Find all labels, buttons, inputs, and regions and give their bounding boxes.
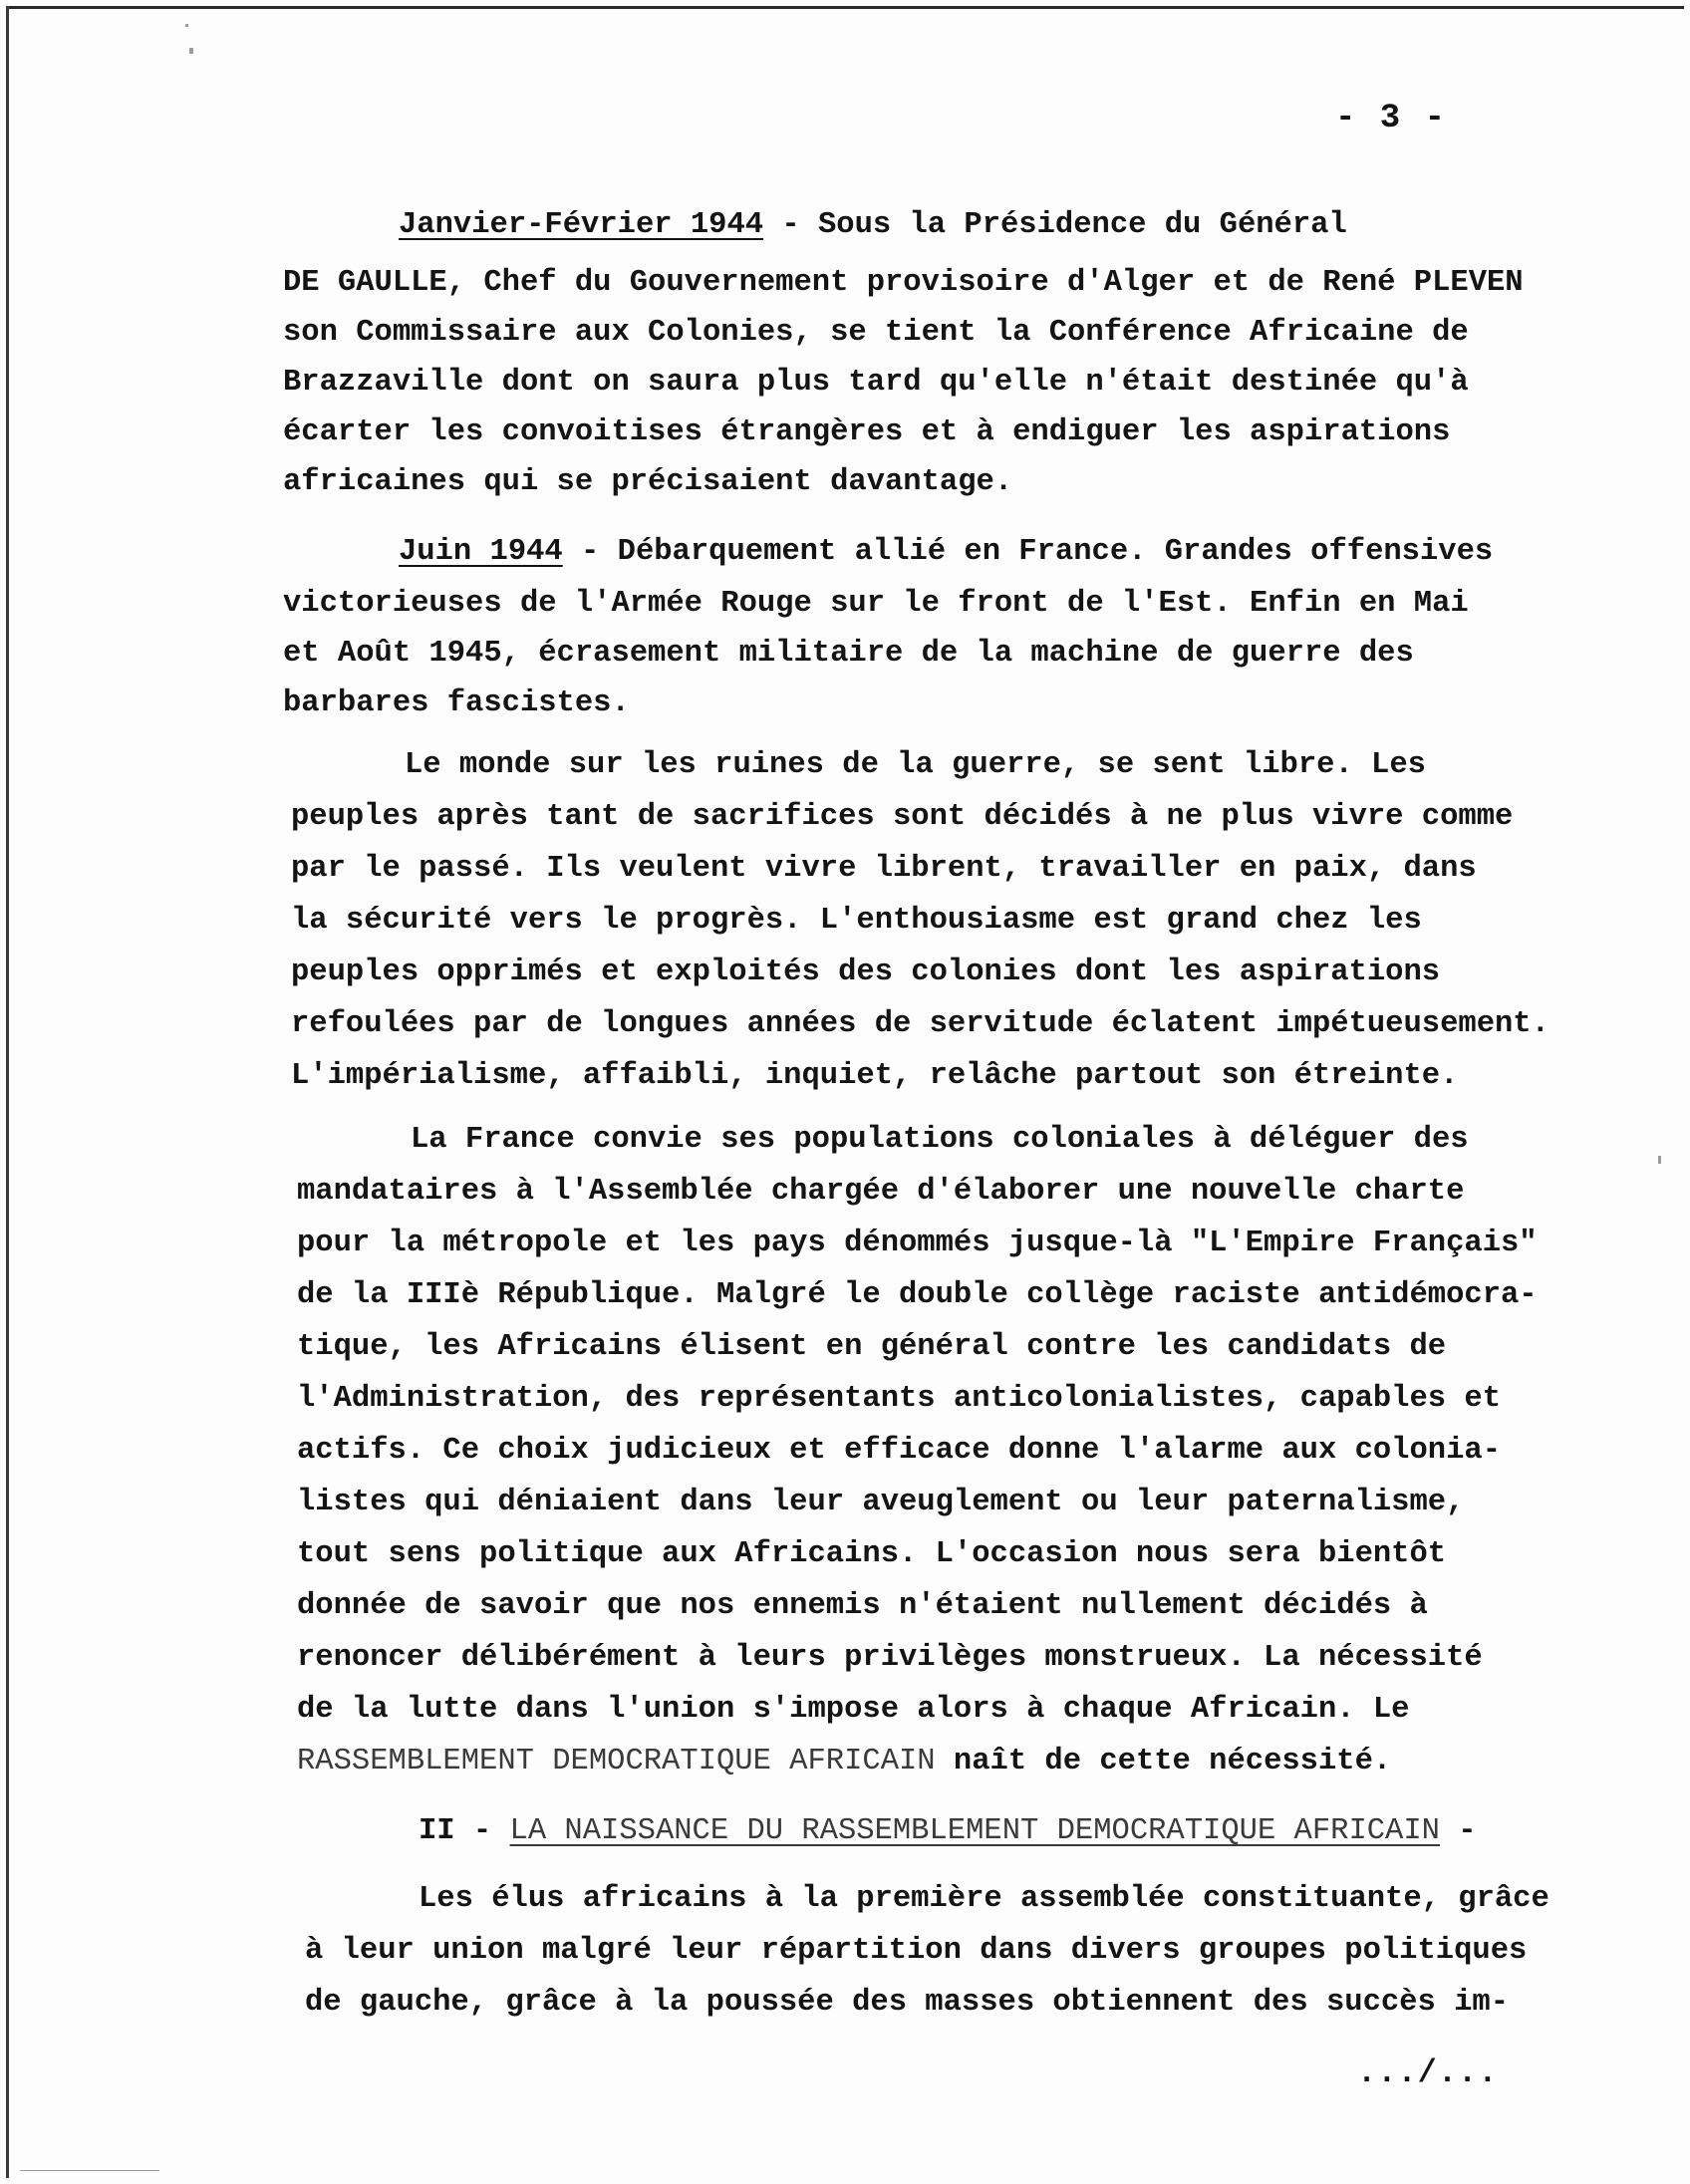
- page-number: - 3 -: [1335, 100, 1448, 137]
- paragraph-1-line-2: DE GAULLE, Chef du Gouvernement provisoire d'Alger et de René PLEVEN: [283, 266, 1524, 300]
- paragraph-5-line-2: à leur union malgré leur répartition dans divers groupes politiques: [305, 1934, 1528, 1968]
- paragraph-4-line-5: tique, les Africains élisent en général contre les candidats de: [297, 1330, 1447, 1364]
- paragraph-4-line-7: actifs. Ce choix judicieux et efficace donne l'alarme aux colonia-: [297, 1434, 1501, 1468]
- paragraph-4-line-13: RASSEMBLEMENT DEMOCRATIQUE AFRICAIN naît de cette nécessité.: [297, 1745, 1392, 1778]
- scan-footer-mark: [20, 2170, 159, 2171]
- scan-border-top: [6, 6, 1684, 9]
- paragraph-3-line-5: peuples opprimés et exploités des colonies dont les aspirations: [291, 956, 1441, 989]
- paragraph-4-line-4: de la IIIè République. Malgré le double collège raciste antidémocra-: [297, 1278, 1538, 1312]
- paragraph-2-line-3: et Août 1945, écrasement militaire de la machine de guerre des: [283, 637, 1414, 671]
- paragraph-3-line-6: refoulées par de longues années de servitude éclatent impétueusement.: [291, 1007, 1549, 1041]
- section-2-title: LA NAISSANCE DU RASSEMBLEMENT DEMOCRATIQUE AFRICAIN: [509, 1814, 1440, 1848]
- paragraph-3-line-1: Le monde sur les ruines de la guerre, se sent libre. Les: [405, 748, 1426, 782]
- paragraph-1-line-5: écarter les convoitises étrangères et à endiguer les aspirations: [283, 415, 1451, 449]
- section-2-number: II -: [419, 1814, 510, 1848]
- paragraph-4-line-2: mandataires à l'Assemblée chargée d'élaborer une nouvelle charte: [297, 1175, 1465, 1209]
- scan-speck: [185, 24, 188, 27]
- paragraph-4-line-6: l'Administration, des représentants anticolonialistes, capables et: [297, 1382, 1501, 1416]
- paragraph-2-date: Juin 1944: [399, 535, 563, 569]
- paragraph-1-line-1: Janvier-Février 1944 - Sous la Présidence du Général: [399, 208, 1347, 242]
- paragraph-4-line-8: listes qui déniaient dans leur aveuglement ou leur paternalisme,: [297, 1486, 1465, 1519]
- paragraph-2-line-1: Juin 1944 - Débarquement allié en France. Grandes offensives: [399, 535, 1494, 569]
- paragraph-1-line-4: Brazzaville dont on saura plus tard qu'elle n'était destinée qu'à: [283, 366, 1469, 400]
- paragraph-4-line-11: renoncer délibérément à leurs privilèges monstrueux. La nécessité: [297, 1641, 1483, 1675]
- paragraph-2-line-4: barbares fascistes.: [283, 686, 630, 720]
- scan-speck: [189, 48, 193, 54]
- paragraph-4-line-12: de la lutte dans l'union s'impose alors à chaque Africain. Le: [297, 1693, 1410, 1727]
- paragraph-4-line-3: pour la métropole et les pays dénommés jusque-là "L'Empire Français": [297, 1227, 1538, 1260]
- rda-name-faded: RASSEMBLEMENT DEMOCRATIQUE AFRICAIN: [297, 1745, 936, 1778]
- paragraph-1-line-6: africaines qui se précisaient davantage.: [283, 465, 1013, 499]
- paragraph-5-line-3: de gauche, grâce à la poussée des masses obtiennent des succès im-: [305, 1986, 1509, 2020]
- paragraph-5-line-1: Les élus africains à la première assemblée constituante, grâce: [419, 1882, 1549, 1916]
- section-2-heading: II - LA NAISSANCE DU RASSEMBLEMENT DEMOCRATIQUE AFRICAIN -: [419, 1814, 1477, 1848]
- paragraph-4-line-1: La France convie ses populations coloniales à déléguer des: [411, 1123, 1469, 1157]
- paragraph-1-date: Janvier-Février 1944: [399, 208, 764, 242]
- paragraph-4-line-9: tout sens politique aux Africains. L'occasion nous sera bientôt: [297, 1537, 1447, 1571]
- paragraph-3-line-7: L'impérialisme, affaibli, inquiet, relâche partout son étreinte.: [291, 1059, 1459, 1093]
- continuation-mark: .../...: [1357, 2054, 1499, 2091]
- scan-border-left: [6, 6, 9, 2178]
- paragraph-1-line-3: son Commissaire aux Colonies, se tient la Conférence Africaine de: [283, 316, 1469, 350]
- scan-speck: [1658, 1156, 1661, 1164]
- paragraph-3-line-4: la sécurité vers le progrès. L'enthousiasme est grand chez les: [291, 904, 1422, 938]
- paragraph-4-line-10: donnée de savoir que nos ennemis n'étaient nullement décidés à: [297, 1589, 1428, 1623]
- paragraph-2-line-2: victorieuses de l'Armée Rouge sur le front de l'Est. Enfin en Mai: [283, 587, 1469, 621]
- paragraph-3-line-2: peuples après tant de sacrifices sont décidés à ne plus vivre comme: [291, 800, 1514, 834]
- paragraph-3-line-3: par le passé. Ils veulent vivre librent, travailler en paix, dans: [291, 852, 1477, 886]
